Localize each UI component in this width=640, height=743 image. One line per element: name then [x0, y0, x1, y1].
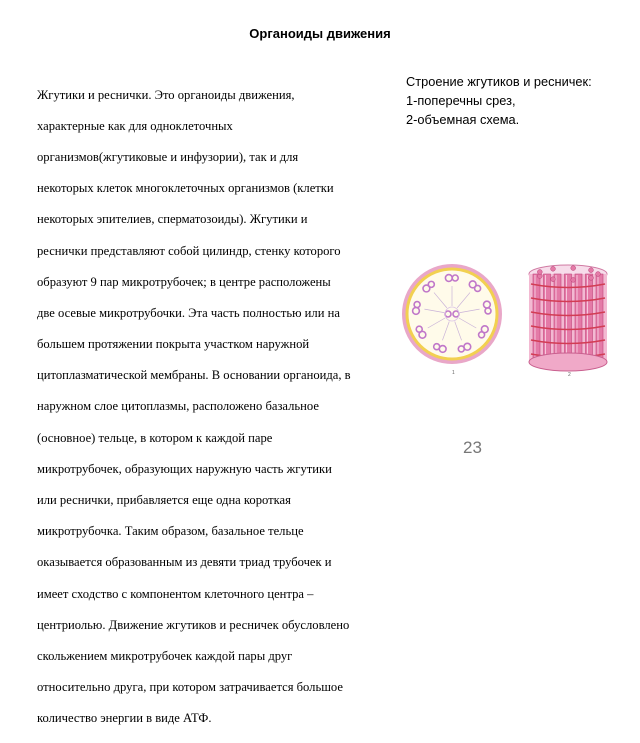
body-line: относительно друга, при котором затрачивается большое	[37, 680, 343, 695]
body-line: или реснички, прибавляется еще одна короткая	[37, 493, 291, 508]
3d-schematic-diagram	[529, 265, 607, 371]
cilia-structure-figure	[400, 262, 622, 380]
body-line: имеет сходство с компонентом клеточного центра –	[37, 586, 314, 601]
figure-label-2: 2	[568, 372, 571, 378]
body-line: цитоплазматической мембраны. В основании органоида, в	[37, 368, 351, 383]
body-line: образуют 9 пар микротрубочек; в центре расположены	[37, 274, 331, 289]
slide-title: Органоиды движения	[249, 26, 391, 41]
figure-caption	[406, 72, 631, 129]
caption-item-2: 2-объемная схема.	[406, 112, 520, 127]
body-line: центриолью. Движение жгутиков и ресничек обусловлено	[37, 617, 350, 632]
body-line: Жгутики и реснички. Это органоиды движения,	[37, 87, 295, 102]
body-line: две осевые микротрубочки. Эта часть полностью или на	[37, 305, 340, 320]
body-line: (основное) тельце, в котором к каждой паре	[37, 430, 273, 445]
body-line: микротрубочка. Таким образом, базальное тельце	[37, 524, 304, 539]
caption-item-1: 1-поперечны срез,	[406, 93, 516, 108]
body-line: организмов(жгутиковые и инфузории), так и для	[37, 149, 299, 164]
cross-section-diagram	[404, 266, 500, 362]
body-line: наружном слое цитоплазмы, расположено базальное	[37, 399, 319, 414]
body-text	[37, 72, 397, 743]
body-line: некоторых эпителиев, сперматозоиды). Жгутики и	[37, 212, 308, 227]
body-line: количество энергии в виде АТФ.	[37, 711, 212, 726]
cilia-illustration	[400, 262, 622, 380]
page-number: 23	[463, 438, 482, 457]
body-line: скольжением микротрубочек каждой пары друг	[37, 648, 293, 663]
body-line: оказывается образованным из девяти триад трубочек и	[37, 555, 332, 570]
caption-heading: Строение жгутиков и ресничек:	[406, 74, 592, 89]
body-line: некоторых клеток многоклеточных организмов (клетки	[37, 181, 334, 196]
figure-label-1: 1	[452, 370, 455, 376]
body-line: характерные как для одноклеточных	[37, 118, 233, 133]
body-line: реснички представляют собой цилиндр, стенку которого	[37, 243, 341, 258]
body-line: микротрубочек, образующих наружную часть жгутики	[37, 461, 332, 476]
body-line: большем протяжении покрыта участком наружной	[37, 337, 310, 352]
